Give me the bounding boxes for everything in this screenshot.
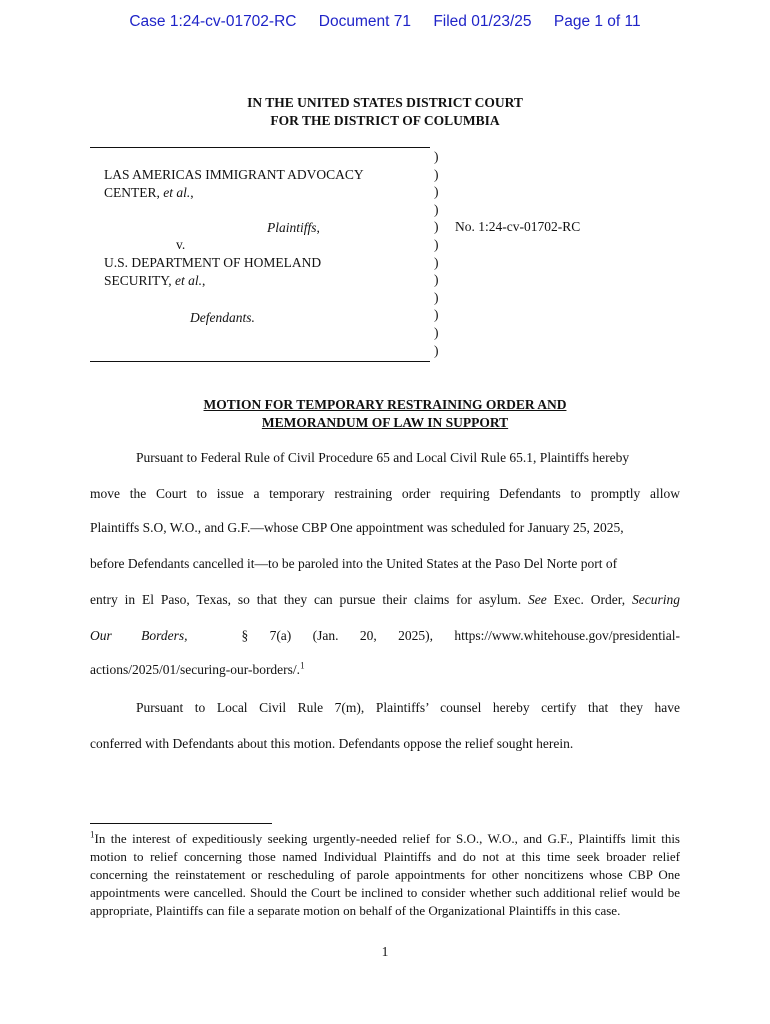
caption-bottom-rule	[90, 361, 430, 362]
motion-title	[0, 396, 770, 432]
footnote-marker: 1	[90, 829, 95, 840]
signal-see: See	[527, 592, 547, 607]
plaintiff-name-line1: LAS AMERICAS IMMIGRANT ADVOCACY	[104, 167, 364, 182]
paren: )	[434, 307, 439, 323]
paren: )	[434, 149, 439, 164]
paren: )	[434, 219, 439, 235]
page-number: 1	[381, 944, 389, 959]
punct: ,	[316, 220, 320, 235]
paren: )	[434, 324, 439, 340]
paren: )	[434, 184, 439, 200]
ecf-page-count: Page 1 of 11	[553, 13, 641, 30]
ecf-case-number: Case 1:24-cv-01702-RC	[129, 13, 297, 30]
paren: )	[434, 342, 439, 358]
court-heading-line2: FOR THE DISTRICT OF COLUMBIA	[270, 113, 500, 128]
paren: )	[434, 272, 439, 288]
case-number: No. 1:24-cv-01702-RC	[455, 219, 581, 234]
body-line: move the Court to issue a temporary restraining order requiring Defendants to promptly allow	[90, 486, 680, 501]
text: Exec. Order,	[546, 592, 632, 607]
court-heading	[0, 94, 770, 130]
plaintiffs-role	[267, 219, 320, 237]
et-al: et al.	[175, 273, 203, 288]
text: entry in El Paso, Texas, so that they can pursue their claims for asylum.	[90, 592, 528, 607]
defendant-name-line1: U.S. DEPARTMENT OF HOMELAND	[104, 255, 322, 270]
plaintiff-name-text: CENTER,	[104, 185, 164, 200]
citation-url: actions/2025/01/securing-our-borders/.	[90, 662, 301, 677]
ecf-document-number: Document 71	[318, 13, 411, 30]
order-title: Our Borders,	[90, 628, 188, 643]
body-line	[90, 592, 680, 608]
plaintiff-name-line2	[104, 184, 364, 202]
body-line: Plaintiffs S.O, W.O., and G.F.—whose CBP One appointment was scheduled for January 25, 2025,	[90, 520, 624, 535]
caption-top-rule	[90, 147, 430, 148]
punct: ,	[202, 273, 206, 288]
defendant-name-text: SECURITY,	[104, 273, 176, 288]
court-heading-line1: IN THE UNITED STATES DISTRICT COURT	[247, 95, 523, 110]
motion-title-line2: MEMORANDUM OF LAW IN SUPPORT	[261, 415, 509, 430]
defendants-label: Defendants.	[190, 310, 255, 325]
ecf-filed-date: Filed 01/23/25	[433, 13, 532, 30]
ecf-header	[0, 13, 770, 31]
footnote-separator	[90, 823, 272, 824]
caption-paren-column	[434, 148, 439, 359]
plaintiff-name	[104, 166, 364, 202]
defendant-name-line2	[104, 272, 321, 290]
body-line: Pursuant to Local Civil Rule 7(m), Plaintiffs’ counsel hereby certify that they have	[136, 700, 680, 715]
paren: )	[434, 254, 439, 270]
footnote-reference[interactable]: 1	[300, 660, 305, 671]
motion-title-line1: MOTION FOR TEMPORARY RESTRAINING ORDER AND	[203, 397, 567, 412]
body-line	[90, 662, 680, 678]
citation: § 7(a) (Jan. 20, 2025), https://www.whitehouse.gov/presidential-	[241, 628, 680, 643]
order-title: Securing	[631, 592, 680, 607]
body-line: conferred with Defendants about this motion. Defendants oppose the relief sought herein.	[90, 736, 574, 751]
defendants-role	[190, 309, 255, 327]
footnote	[90, 830, 680, 920]
defendant-name	[104, 254, 321, 290]
body-line	[90, 628, 680, 644]
body-line: before Defendants cancelled it—to be paroled into the United States at the Paso Del Norte port of	[90, 556, 618, 571]
body-line: Pursuant to Federal Rule of Civil Procedure 65 and Local Civil Rule 65.1, Plaintiffs hereby	[136, 450, 630, 465]
paren: )	[434, 201, 439, 217]
plaintiffs-label: Plaintiffs	[267, 220, 317, 235]
et-al: et al.	[163, 185, 191, 200]
punct: ,	[190, 185, 194, 200]
versus: v.	[176, 237, 186, 252]
footnote-text: In the interest of expeditiously seeking urgently-needed relief for S.O., W.O., and G.F., Plaintiffs limit this motion to relief concerning those named Individual Plaintiffs and do not at this time seek broader relief concerning the reinstatement or rescheduling of parole appointments for other noncitizens whose CBP One appointments were cancelled. Should the Court be inclined to consider whether such additional relief would be appropriate, Plaintiffs can file a separate motion on behalf of the Organizational Plaintiffs in this case.	[90, 831, 680, 918]
paren: )	[434, 166, 439, 182]
paren: )	[434, 289, 439, 305]
paren: )	[434, 236, 439, 252]
